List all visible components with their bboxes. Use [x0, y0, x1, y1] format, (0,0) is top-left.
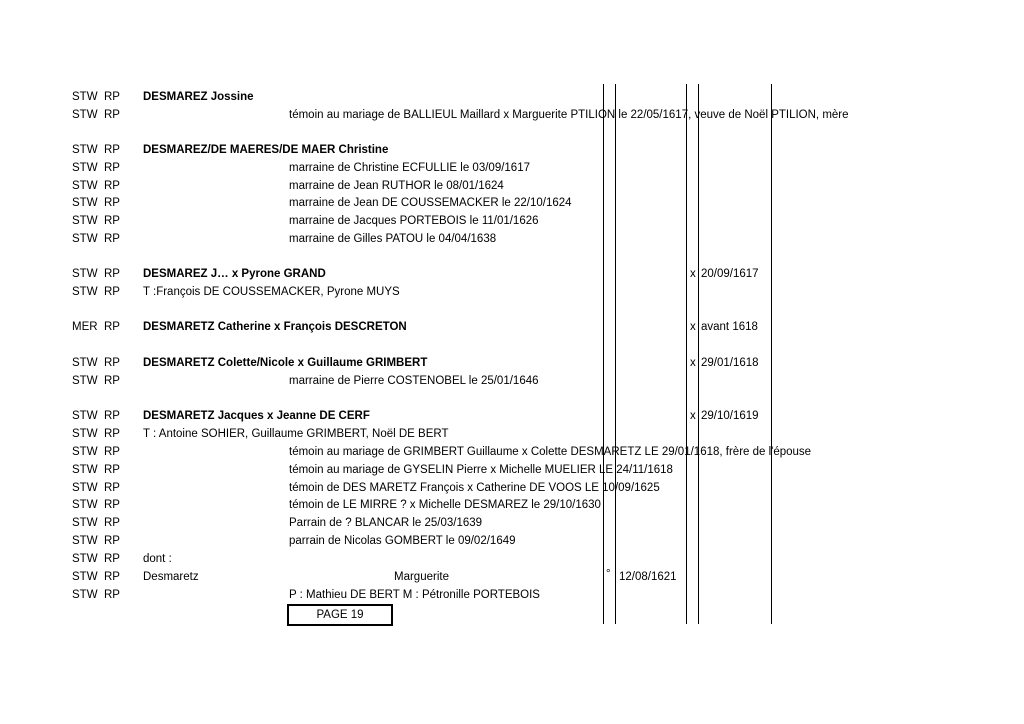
register-code: RP [104, 446, 120, 458]
entry-detail: témoin de LE MIRRE ? x Michelle DESMAREZ le 29/10/1630 [289, 499, 601, 511]
parish-code: STW [72, 268, 98, 280]
table-row [0, 461, 1024, 479]
register-code: RP [104, 375, 120, 387]
table-row [0, 354, 1024, 372]
table-row [0, 407, 1024, 425]
birth-mark: ° [606, 568, 611, 580]
entry-detail: témoin de DES MARETZ François x Catherine DE VOOS LE 10/09/1625 [289, 482, 660, 494]
parish-code: STW [72, 375, 98, 387]
register-code: RP [104, 499, 120, 511]
register-code: RP [104, 268, 120, 280]
parish-code: STW [72, 162, 98, 174]
table-row [0, 425, 1024, 443]
parish-code: STW [72, 446, 98, 458]
parish-code: STW [72, 286, 98, 298]
entry-detail: marraine de Gilles PATOU le 04/04/1638 [289, 233, 497, 245]
entry-detail: témoin au mariage de GYSELIN Pierre x Michelle MUELIER LE 24/11/1618 [289, 464, 673, 476]
register-code: RP [104, 428, 120, 440]
birth-date: 12/08/1621 [619, 571, 677, 583]
table-row [0, 141, 1024, 159]
entry-name: DESMARETZ Catherine x François DESCRETON [143, 321, 407, 333]
register-code: RP [104, 197, 120, 209]
table-row [0, 106, 1024, 124]
register-code: RP [104, 571, 120, 583]
register-code: RP [104, 321, 120, 333]
register-code: RP [104, 162, 120, 174]
page-label: PAGE 19 [287, 604, 393, 626]
table-row [0, 88, 1024, 106]
parish-code: STW [72, 109, 98, 121]
parish-code: STW [72, 517, 98, 529]
entry-name: T :François DE COUSSEMACKER, Pyrone MUYS [143, 286, 400, 298]
register-code: RP [104, 553, 120, 565]
table-row [0, 230, 1024, 248]
register-code: RP [104, 357, 120, 369]
table-row [0, 568, 1024, 586]
register-code: RP [104, 91, 120, 103]
entry-detail: Parrain de ? BLANCAR le 25/03/1639 [289, 517, 483, 529]
parish-code: STW [72, 589, 98, 601]
event-date: 20/09/1617 [701, 268, 759, 280]
table-row [0, 372, 1024, 390]
entry-name: DESMARETZ Colette/Nicole x Guillaume GRIMBERT [143, 357, 428, 369]
parish-code: STW [72, 91, 98, 103]
entry-detail: P : Mathieu DE BERT M : Pétronille PORTEBOIS [289, 589, 540, 601]
entry-detail: parrain de Nicolas GOMBERT le 09/02/1649 [289, 535, 516, 547]
parish-code: STW [72, 180, 98, 192]
event-date: 29/10/1619 [701, 410, 759, 422]
register-code: RP [104, 482, 120, 494]
parish-code: STW [72, 464, 98, 476]
entry-name: Desmaretz [143, 571, 199, 583]
parish-code: STW [72, 410, 98, 422]
table-row [0, 283, 1024, 301]
event-mark: x [690, 268, 696, 280]
entry-name: DESMAREZ Jossine [143, 91, 254, 103]
entry-detail: marraine de Jean DE COUSSEMACKER le 22/10/1624 [289, 197, 572, 209]
register-code: RP [104, 109, 120, 121]
register-code: RP [104, 180, 120, 192]
table-row [0, 479, 1024, 497]
parish-code: STW [72, 428, 98, 440]
table-row [0, 159, 1024, 177]
event-date: avant 1618 [701, 321, 758, 333]
table-row [0, 194, 1024, 212]
table-row [0, 443, 1024, 461]
register-code: RP [104, 215, 120, 227]
entry-name: T : Antoine SOHIER, Guillaume GRIMBERT, Noël DE BERT [143, 428, 449, 440]
table-row [0, 514, 1024, 532]
parish-code: STW [72, 571, 98, 583]
register-code: RP [104, 589, 120, 601]
table-row [0, 265, 1024, 283]
register-code: RP [104, 464, 120, 476]
parish-code: STW [72, 215, 98, 227]
entry-detail: marraine de Pierre COSTENOBEL le 25/01/1646 [289, 375, 539, 387]
parish-code: STW [72, 233, 98, 245]
entry-detail: marraine de Jean RUTHOR le 08/01/1624 [289, 180, 504, 192]
parish-code: STW [72, 482, 98, 494]
entry-name: DESMARETZ Jacques x Jeanne DE CERF [143, 410, 370, 422]
parish-code: STW [72, 553, 98, 565]
entry-name: dont : [143, 553, 172, 565]
table-row [0, 318, 1024, 336]
event-mark: x [690, 410, 696, 422]
entry-detail: témoin au mariage de GRIMBERT Guillaume x Colette DESMARETZ LE 29/01/1618, frère de l'épouse [289, 446, 812, 458]
given-name: Marguerite [394, 571, 449, 583]
entry-name: DESMAREZ/DE MAERES/DE MAER Christine [143, 144, 389, 156]
parish-code: STW [72, 535, 98, 547]
parish-code: STW [72, 144, 98, 156]
table-row [0, 177, 1024, 195]
register-code: RP [104, 517, 120, 529]
entry-detail: témoin au mariage de BALLIEUL Maillard x Marguerite PTILION le 22/05/1617, veuve de Noël PTILION, mère [289, 109, 849, 121]
entry-detail: marraine de Jacques PORTEBOIS le 11/01/1626 [289, 215, 539, 227]
register-code: RP [104, 410, 120, 422]
parish-code: STW [72, 197, 98, 209]
event-mark: x [690, 321, 696, 333]
register-code: RP [104, 233, 120, 245]
table-row [0, 212, 1024, 230]
register-code: RP [104, 144, 120, 156]
table-row [0, 550, 1024, 568]
event-mark: x [690, 357, 696, 369]
entry-detail: marraine de Christine ECFULLIE le 03/09/1617 [289, 162, 530, 174]
table-row [0, 532, 1024, 550]
entry-name: DESMAREZ J… x Pyrone GRAND [143, 268, 326, 280]
register-code: RP [104, 535, 120, 547]
parish-code: STW [72, 499, 98, 511]
parish-code: STW [72, 357, 98, 369]
register-code: RP [104, 286, 120, 298]
parish-code: MER [72, 321, 98, 333]
table-row [0, 496, 1024, 514]
event-date: 29/01/1618 [701, 357, 759, 369]
table-row [0, 586, 1024, 604]
